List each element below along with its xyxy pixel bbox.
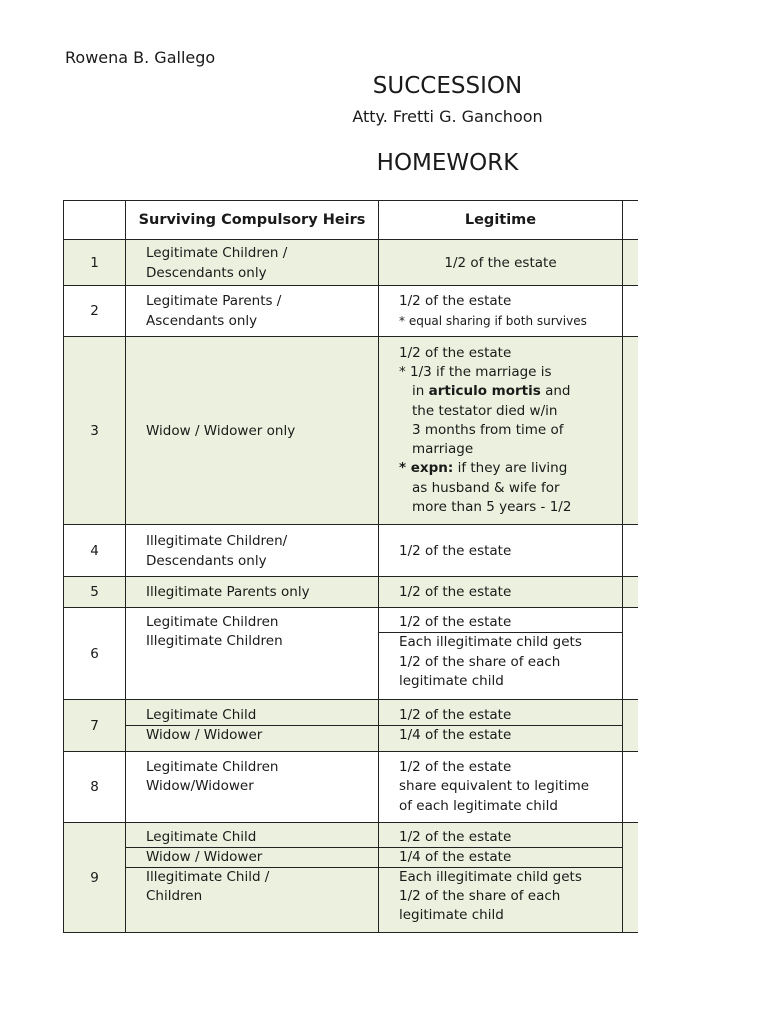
row-number: 8: [64, 752, 126, 823]
legitime-cell: [379, 752, 623, 823]
legitime-line: 1/2 of the estate: [399, 758, 512, 775]
heir-line: Ascendants only: [146, 313, 258, 329]
row-number: 2: [64, 286, 126, 337]
text-run: in: [412, 383, 429, 400]
heir-line: Illegitimate Children: [146, 633, 283, 649]
legitime-line: as husband & wife for: [412, 479, 560, 496]
heir-line: Descendants only: [146, 264, 267, 281]
extra-cell: [623, 823, 639, 933]
heir-line: Legitimate Children: [146, 614, 279, 630]
author-name: Rowena B. Gallego: [65, 48, 216, 67]
extra-cell: [623, 752, 639, 823]
instructor-name: Atty. Fretti G. Ganchoon: [352, 107, 543, 126]
legitime-cell: [379, 337, 623, 525]
text-run: and: [540, 383, 571, 400]
legitime-line: more than 5 years - 1/2: [412, 499, 572, 516]
text-run: if they are living: [453, 460, 568, 477]
row-number: 1: [64, 240, 126, 286]
legitime-table-container: [63, 200, 638, 935]
bold-term: * expn:: [399, 460, 454, 477]
row-number: 7: [64, 700, 126, 752]
document-title: SUCCESSION: [372, 73, 523, 99]
legitime-table: [63, 200, 638, 933]
heir-line: Widow / Widower: [126, 725, 378, 745]
row-number: 9: [64, 823, 126, 933]
legitime-line: the testator died w/in: [412, 402, 558, 419]
heir-line: Legitimate Children: [146, 758, 279, 775]
table-row: [64, 823, 639, 933]
legitime-line: 1/2 of the estate: [399, 344, 512, 361]
legitime-note: * equal sharing if both survives: [399, 314, 587, 328]
extra-cell: [623, 286, 639, 337]
row-number: 3: [64, 337, 126, 525]
row-number: 4: [64, 525, 126, 577]
bold-term: articulo mortis: [428, 383, 541, 400]
legitime-cell: 1/2 of the estate: [379, 577, 623, 608]
legitime-line: 1/2 of the share of each: [399, 888, 561, 904]
heir-line: Illegitimate Children/: [146, 532, 288, 549]
table-row: [64, 286, 639, 337]
table-row: [64, 525, 639, 577]
legitime-line: of each legitimate child: [399, 797, 558, 814]
heir-line: Illegitimate Child /: [126, 867, 378, 887]
legitime-cell: [379, 286, 623, 337]
legitime-line: 1/2 of the estate: [399, 614, 512, 630]
row-number: 6: [64, 608, 126, 700]
heirs-cell: Illegitimate Parents only: [126, 577, 379, 608]
header-number: [64, 201, 126, 240]
table-header-row: [64, 201, 639, 240]
header-legitime: Legitime: [379, 201, 623, 240]
heir-line: Children: [146, 888, 203, 904]
legitime-line: 1/2 of the estate: [399, 707, 512, 723]
legitime-line: 1/4 of the estate: [379, 847, 622, 867]
heirs-cell: [126, 286, 379, 337]
heirs-cell: [126, 823, 379, 933]
heir-line: Widow / Widower: [126, 847, 378, 867]
extra-cell: [623, 608, 639, 700]
heirs-cell: [126, 752, 379, 823]
heir-line: Legitimate Parents /: [146, 293, 282, 309]
extra-cell: [623, 240, 639, 286]
legitime-line: 1/2 of the estate: [399, 293, 512, 309]
heir-line: Descendants only: [146, 552, 267, 569]
heir-line: Legitimate Child: [146, 829, 257, 845]
legitime-line: 1/2 of the estate: [399, 829, 512, 845]
legitime-line: 1/4 of the estate: [379, 725, 622, 745]
heirs-cell: [126, 700, 379, 752]
heirs-cell: [126, 240, 379, 286]
extra-cell: [623, 525, 639, 577]
legitime-line: [399, 459, 622, 478]
heir-line: Widow/Widower: [146, 778, 254, 795]
table-row: [64, 240, 639, 286]
legitime-line: * 1/3 if the marriage is: [399, 363, 552, 380]
heir-line: Legitimate Child: [146, 707, 257, 723]
table-row: [64, 577, 639, 608]
assignment-heading: HOMEWORK: [376, 150, 519, 176]
row-number: 5: [64, 577, 126, 608]
legitime-line: Each illegitimate child gets: [379, 867, 622, 887]
legitime-line: Each illegitimate child gets: [379, 632, 622, 653]
extra-cell: [623, 577, 639, 608]
legitime-cell: 1/2 of the estate: [379, 525, 623, 577]
heirs-cell: Widow / Widower only: [126, 337, 379, 525]
legitime-cell: 1/2 of the estate: [379, 240, 623, 286]
legitime-cell: [379, 700, 623, 752]
heir-line: Legitimate Children /: [146, 244, 288, 261]
legitime-line: legitimate child: [399, 673, 504, 689]
legitime-line: share equivalent to legitime: [399, 778, 590, 795]
heirs-cell: [126, 525, 379, 577]
legitime-line: 1/2 of the share of each: [399, 653, 561, 670]
header-heirs: Surviving Compulsory Heirs: [126, 201, 379, 240]
extra-cell: [623, 337, 639, 525]
table-row: [64, 337, 639, 525]
table-row: [64, 608, 639, 700]
table-row: [64, 700, 639, 752]
header-extra: [623, 201, 639, 240]
legitime-cell: [379, 608, 623, 700]
legitime-line: legitimate child: [399, 907, 504, 923]
legitime-line: marriage: [412, 441, 474, 458]
heirs-cell: [126, 608, 379, 700]
legitime-cell: [379, 823, 623, 933]
extra-cell: [623, 700, 639, 752]
legitime-line: [399, 382, 622, 401]
legitime-line: 3 months from time of: [412, 421, 564, 438]
table-row: [64, 752, 639, 823]
